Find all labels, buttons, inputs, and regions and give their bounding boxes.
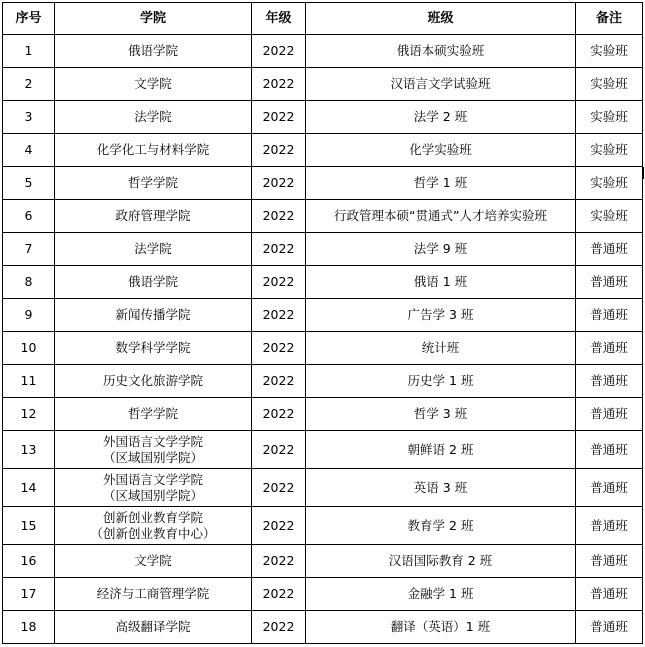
class-list-sheet	[2, 2, 643, 644]
cell-year: 2022	[252, 431, 306, 469]
cell-note: 普通班	[576, 266, 643, 299]
college-line: 高级翻译学院	[115, 619, 191, 634]
cell-class: 英语 3 班	[306, 469, 576, 507]
cell-year: 2022	[252, 365, 306, 398]
table-row	[3, 299, 643, 332]
cell-note: 普通班	[576, 545, 643, 578]
table-row	[3, 545, 643, 578]
cell-no: 12	[3, 398, 55, 431]
table-row	[3, 35, 643, 68]
cell-year: 2022	[252, 200, 306, 233]
cell-class: 俄语 1 班	[306, 266, 576, 299]
cell-year: 2022	[252, 398, 306, 431]
cell-college	[55, 578, 252, 611]
cell-no: 8	[3, 266, 55, 299]
college-line: 哲学学院	[127, 406, 178, 421]
table-row	[3, 101, 643, 134]
cell-college	[55, 35, 252, 68]
header-row	[3, 3, 643, 35]
cell-no: 11	[3, 365, 55, 398]
cell-college	[55, 101, 252, 134]
college-line: 俄语学院	[127, 43, 178, 58]
cell-class: 化学实验班	[306, 134, 576, 167]
cell-year: 2022	[252, 545, 306, 578]
header-class: 班级	[306, 3, 576, 35]
cell-no: 5	[3, 167, 55, 200]
cell-year: 2022	[252, 469, 306, 507]
class-table	[2, 2, 643, 644]
cell-college	[55, 545, 252, 578]
college-line: 外国语言文学学院	[102, 433, 203, 449]
cell-class: 哲学 1 班	[306, 167, 576, 200]
cell-class: 行政管理本硕“贯通式”人才培养实验班	[306, 200, 576, 233]
cell-no: 16	[3, 545, 55, 578]
college-line: 新闻传播学院	[115, 307, 191, 322]
table-row	[3, 469, 643, 507]
college-line: 经济与工商管理学院	[96, 586, 210, 601]
cell-no: 13	[3, 431, 55, 469]
cell-college	[55, 134, 252, 167]
cell-college	[55, 469, 252, 507]
cell-no: 17	[3, 578, 55, 611]
cell-college	[55, 200, 252, 233]
cell-college	[55, 611, 252, 644]
cell-note: 普通班	[576, 365, 643, 398]
college-line: 俄语学院	[127, 274, 178, 289]
cell-college	[55, 332, 252, 365]
table-row	[3, 167, 643, 200]
cell-class: 翻译（英语）1 班	[306, 611, 576, 644]
cell-college	[55, 68, 252, 101]
college-line: 外国语言文学学院	[102, 471, 203, 487]
cell-class: 朝鲜语 2 班	[306, 431, 576, 469]
cell-no: 15	[3, 507, 55, 545]
college-line: 文学院	[134, 553, 172, 568]
cell-year: 2022	[252, 611, 306, 644]
header-note: 备注	[576, 3, 643, 35]
edge-mark	[642, 167, 644, 179]
cell-year: 2022	[252, 299, 306, 332]
header-year: 年级	[252, 3, 306, 35]
cell-year: 2022	[252, 68, 306, 101]
cell-college	[55, 398, 252, 431]
college-line: 政府管理学院	[115, 208, 191, 223]
cell-class: 广告学 3 班	[306, 299, 576, 332]
table-row	[3, 68, 643, 101]
table-row	[3, 611, 643, 644]
cell-class: 教育学 2 班	[306, 507, 576, 545]
cell-college	[55, 365, 252, 398]
table-row	[3, 578, 643, 611]
cell-year: 2022	[252, 332, 306, 365]
cell-class: 历史学 1 班	[306, 365, 576, 398]
cell-college	[55, 233, 252, 266]
table-row	[3, 200, 643, 233]
cell-class: 汉语国际教育 2 班	[306, 545, 576, 578]
college-line: 历史文化旅游学院	[102, 373, 203, 388]
college-line: 文学院	[134, 76, 172, 91]
table-row	[3, 431, 643, 469]
college-line: （创新创业教育中心）	[90, 525, 216, 541]
cell-note: 实验班	[576, 68, 643, 101]
cell-note: 普通班	[576, 299, 643, 332]
cell-no: 4	[3, 134, 55, 167]
cell-note: 实验班	[576, 200, 643, 233]
table-row	[3, 365, 643, 398]
cell-class: 金融学 1 班	[306, 578, 576, 611]
college-line: 哲学学院	[127, 175, 178, 190]
cell-note: 普通班	[576, 431, 643, 469]
cell-note: 普通班	[576, 332, 643, 365]
cell-class: 俄语本硕实验班	[306, 35, 576, 68]
cell-year: 2022	[252, 578, 306, 611]
cell-year: 2022	[252, 35, 306, 68]
cell-note: 实验班	[576, 35, 643, 68]
cell-college	[55, 431, 252, 469]
table-row	[3, 507, 643, 545]
cell-note: 普通班	[576, 233, 643, 266]
table-row	[3, 332, 643, 365]
table-row	[3, 134, 643, 167]
cell-college	[55, 507, 252, 545]
cell-college	[55, 266, 252, 299]
cell-year: 2022	[252, 233, 306, 266]
cell-note: 普通班	[576, 398, 643, 431]
cell-no: 14	[3, 469, 55, 507]
cell-no: 2	[3, 68, 55, 101]
cell-class: 法学 2 班	[306, 101, 576, 134]
table-row	[3, 233, 643, 266]
cell-class: 统计班	[306, 332, 576, 365]
cell-note: 普通班	[576, 611, 643, 644]
cell-college	[55, 299, 252, 332]
cell-class: 法学 9 班	[306, 233, 576, 266]
cell-no: 6	[3, 200, 55, 233]
college-line: （区域国别学院）	[102, 449, 203, 465]
cell-class: 哲学 3 班	[306, 398, 576, 431]
cell-note: 实验班	[576, 134, 643, 167]
cell-no: 10	[3, 332, 55, 365]
cell-note: 实验班	[576, 167, 643, 200]
cell-note: 实验班	[576, 101, 643, 134]
college-line: 法学院	[134, 109, 172, 124]
cell-note: 普通班	[576, 507, 643, 545]
college-line: 法学院	[134, 241, 172, 256]
college-line: 创新创业教育学院	[102, 509, 203, 525]
cell-year: 2022	[252, 266, 306, 299]
cell-year: 2022	[252, 134, 306, 167]
cell-year: 2022	[252, 507, 306, 545]
cell-no: 3	[3, 101, 55, 134]
cell-no: 1	[3, 35, 55, 68]
college-line: （区域国别学院）	[102, 487, 203, 503]
cell-year: 2022	[252, 101, 306, 134]
table-row	[3, 266, 643, 299]
cell-college	[55, 167, 252, 200]
table-row	[3, 398, 643, 431]
college-line: 数学科学学院	[115, 340, 191, 355]
cell-no: 7	[3, 233, 55, 266]
header-no: 序号	[3, 3, 55, 35]
cell-no: 18	[3, 611, 55, 644]
cell-no: 9	[3, 299, 55, 332]
header-college: 学院	[55, 3, 252, 35]
cell-note: 普通班	[576, 469, 643, 507]
table-body	[3, 35, 643, 644]
college-line: 化学化工与材料学院	[96, 142, 210, 157]
cell-year: 2022	[252, 167, 306, 200]
cell-note: 普通班	[576, 578, 643, 611]
cell-class: 汉语言文学试验班	[306, 68, 576, 101]
